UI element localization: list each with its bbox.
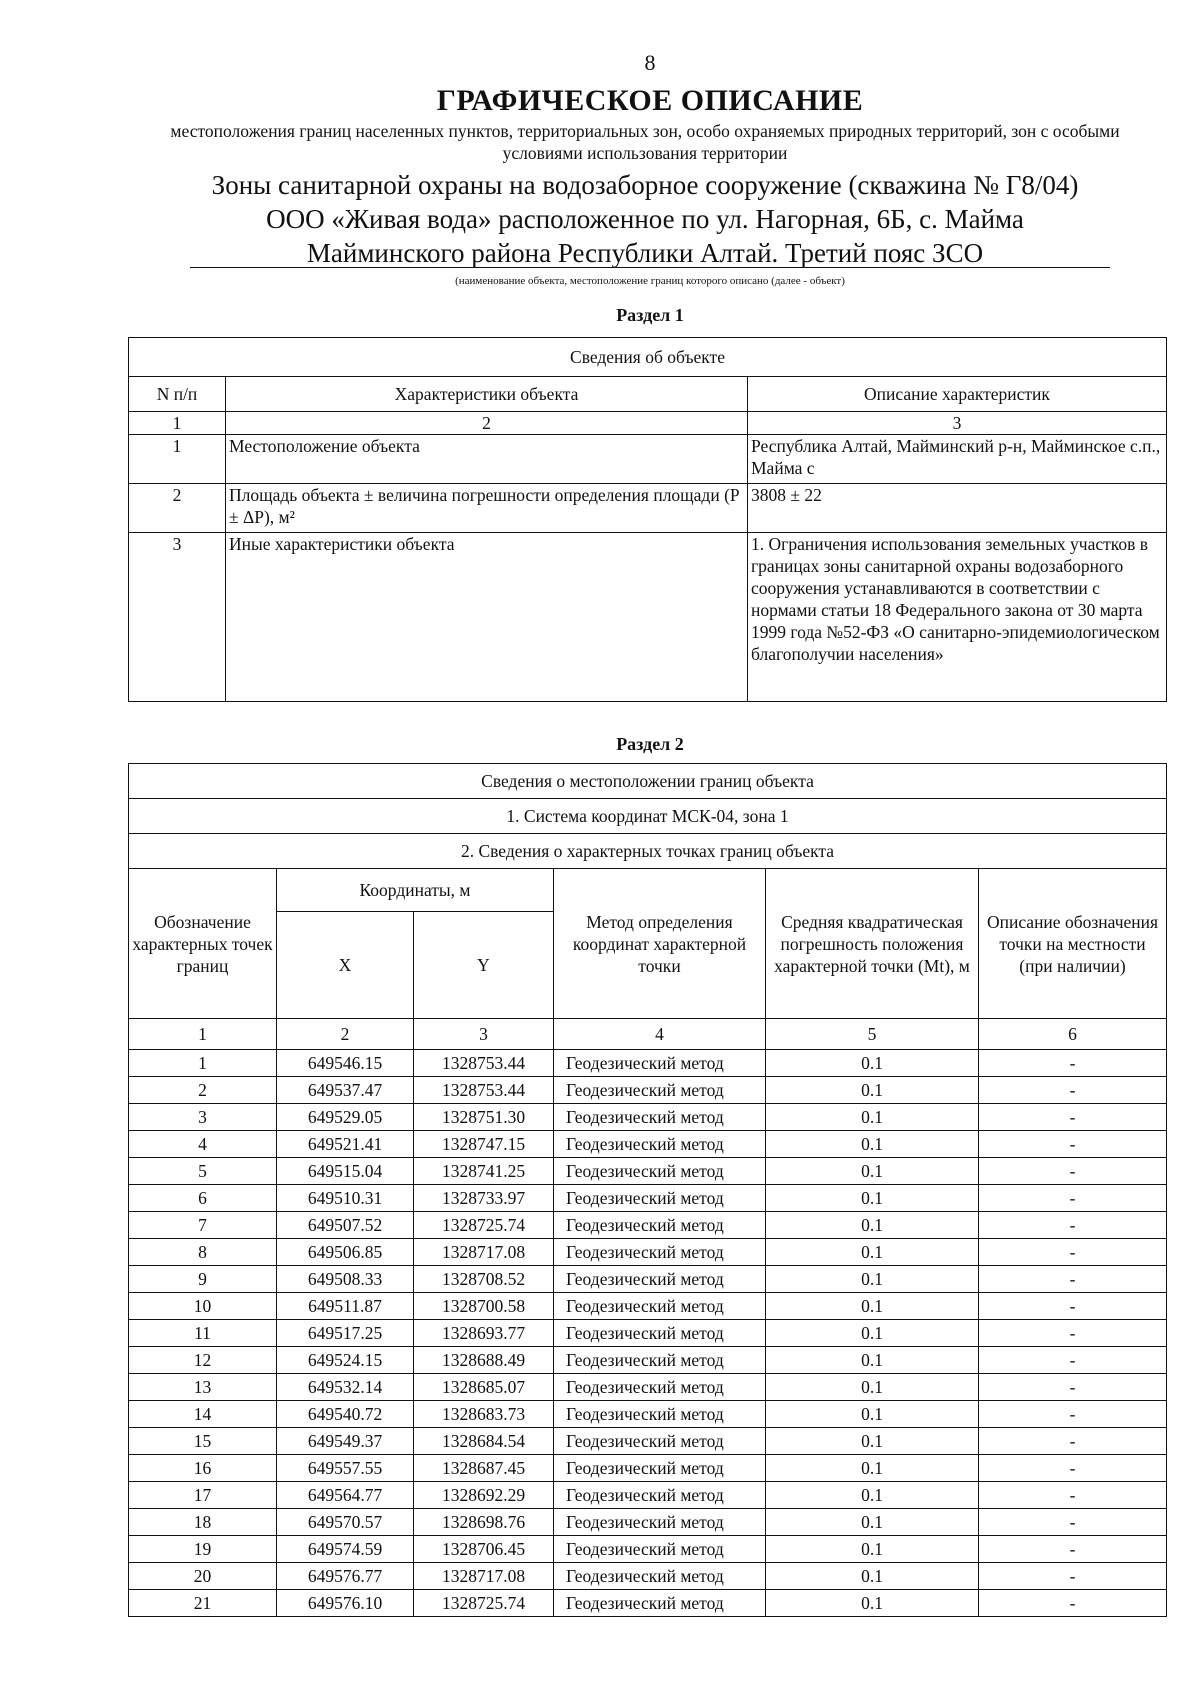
table-row xyxy=(129,1536,1167,1563)
header-characteristic: Характеристики объекта xyxy=(226,377,748,412)
point-number: 19 xyxy=(129,1536,277,1563)
coord-system-row xyxy=(129,799,1167,834)
row-description: Республика Алтай, Майминский р-н, Майминское с.п., Майма с xyxy=(748,435,1167,484)
point-x: 649524.15 xyxy=(277,1347,414,1374)
header-coordinates: Координаты, м xyxy=(277,869,554,912)
object-caption: (наименование объекта, местоположение границ которого описано (далее - объект) xyxy=(455,275,845,287)
row-characteristic: Площадь объекта ± величина погрешности определения площади (P ± ΔP), м² xyxy=(226,484,748,533)
table-row xyxy=(129,1320,1167,1347)
point-y: 1328708.52 xyxy=(414,1266,554,1293)
points-title-row xyxy=(129,834,1167,869)
header-y: Y xyxy=(414,912,554,1019)
point-error: 0.1 xyxy=(766,1401,979,1428)
table-row xyxy=(129,1104,1167,1131)
table-row xyxy=(129,1428,1167,1455)
point-y: 1328692.29 xyxy=(414,1482,554,1509)
coord-system: 1. Система координат МСК-04, зона 1 xyxy=(129,799,1167,834)
row-number: 3 xyxy=(129,533,226,702)
point-error: 0.1 xyxy=(766,1239,979,1266)
point-description: - xyxy=(979,1563,1167,1590)
point-method: Геодезический метод xyxy=(554,1590,766,1617)
point-error: 0.1 xyxy=(766,1185,979,1212)
point-error: 0.1 xyxy=(766,1320,979,1347)
point-x: 649557.55 xyxy=(277,1455,414,1482)
point-y: 1328693.77 xyxy=(414,1320,554,1347)
row-description: 3808 ± 22 xyxy=(748,484,1167,533)
point-y: 1328684.54 xyxy=(414,1428,554,1455)
point-x: 649508.33 xyxy=(277,1266,414,1293)
row-number: 2 xyxy=(129,484,226,533)
point-error: 0.1 xyxy=(766,1212,979,1239)
point-y: 1328700.58 xyxy=(414,1293,554,1320)
column-number: 3 xyxy=(748,412,1167,435)
point-y: 1328725.74 xyxy=(414,1590,554,1617)
point-number: 4 xyxy=(129,1131,277,1158)
table-row xyxy=(129,1509,1167,1536)
point-error: 0.1 xyxy=(766,1563,979,1590)
column-number: 1 xyxy=(129,1019,277,1050)
table-row xyxy=(129,1401,1167,1428)
point-method: Геодезический метод xyxy=(554,1563,766,1590)
point-number: 6 xyxy=(129,1185,277,1212)
point-description: - xyxy=(979,1104,1167,1131)
point-number: 20 xyxy=(129,1563,277,1590)
table-row xyxy=(129,1455,1167,1482)
object-info-table xyxy=(128,337,1167,702)
header-x: X xyxy=(277,912,414,1019)
point-number: 13 xyxy=(129,1374,277,1401)
point-number: 15 xyxy=(129,1428,277,1455)
section-2-label: Раздел 2 xyxy=(616,734,684,754)
table-row xyxy=(129,1482,1167,1509)
point-error: 0.1 xyxy=(766,1428,979,1455)
point-description: - xyxy=(979,1374,1167,1401)
point-method: Геодезический метод xyxy=(554,1266,766,1293)
point-description: - xyxy=(979,1428,1167,1455)
points-body xyxy=(129,1050,1167,1617)
point-y: 1328753.44 xyxy=(414,1050,554,1077)
point-x: 649506.85 xyxy=(277,1239,414,1266)
point-y: 1328753.44 xyxy=(414,1077,554,1104)
object-name-line-2: ООО «Живая вода» расположенное по ул. Нагорная, 6Б, с. Майма xyxy=(266,204,1024,234)
point-x: 649564.77 xyxy=(277,1482,414,1509)
point-y: 1328733.97 xyxy=(414,1185,554,1212)
point-error: 0.1 xyxy=(766,1077,979,1104)
column-number: 4 xyxy=(554,1019,766,1050)
column-number-row xyxy=(129,412,1167,435)
point-method: Геодезический метод xyxy=(554,1428,766,1455)
point-number: 11 xyxy=(129,1320,277,1347)
point-description: - xyxy=(979,1482,1167,1509)
point-x: 649517.25 xyxy=(277,1320,414,1347)
table-row xyxy=(129,1077,1167,1104)
point-number: 5 xyxy=(129,1158,277,1185)
point-method: Геодезический метод xyxy=(554,1185,766,1212)
point-y: 1328687.45 xyxy=(414,1455,554,1482)
table-row xyxy=(129,1158,1167,1185)
point-error: 0.1 xyxy=(766,1482,979,1509)
point-x: 649521.41 xyxy=(277,1131,414,1158)
point-description: - xyxy=(979,1131,1167,1158)
point-y: 1328698.76 xyxy=(414,1509,554,1536)
column-number: 2 xyxy=(226,412,748,435)
point-x: 649540.72 xyxy=(277,1401,414,1428)
object-name-underline xyxy=(190,267,1110,268)
column-number: 2 xyxy=(277,1019,414,1050)
point-number: 17 xyxy=(129,1482,277,1509)
point-method: Геодезический метод xyxy=(554,1158,766,1185)
object-name-line-3: Майминского района Республики Алтай. Третий пояс ЗСО xyxy=(306,238,984,268)
point-method: Геодезический метод xyxy=(554,1482,766,1509)
column-number: 1 xyxy=(129,412,226,435)
column-number: 5 xyxy=(766,1019,979,1050)
point-error: 0.1 xyxy=(766,1131,979,1158)
point-method: Геодезический метод xyxy=(554,1401,766,1428)
point-y: 1328706.45 xyxy=(414,1536,554,1563)
header-row xyxy=(129,377,1167,412)
point-method: Геодезический метод xyxy=(554,1212,766,1239)
row-number: 1 xyxy=(129,435,226,484)
point-method: Геодезический метод xyxy=(554,1293,766,1320)
point-number: 1 xyxy=(129,1050,277,1077)
point-x: 649576.10 xyxy=(277,1590,414,1617)
point-method: Геодезический метод xyxy=(554,1347,766,1374)
header-description: Описание характеристик xyxy=(748,377,1167,412)
document-subtitle: местоположения границ населенных пунктов, территориальных зон, особо охраняемых природных территорий, зон с особыми условиями использования территории xyxy=(170,121,1120,163)
point-description: - xyxy=(979,1158,1167,1185)
point-number: 14 xyxy=(129,1401,277,1428)
document-title: ГРАФИЧЕСКОЕ ОПИСАНИЕ xyxy=(436,84,864,117)
point-method: Геодезический метод xyxy=(554,1374,766,1401)
point-description: - xyxy=(979,1239,1167,1266)
point-y: 1328717.08 xyxy=(414,1563,554,1590)
point-y: 1328685.07 xyxy=(414,1374,554,1401)
table-title-row xyxy=(129,764,1167,799)
table-row xyxy=(129,484,1167,533)
point-number: 18 xyxy=(129,1509,277,1536)
point-error: 0.1 xyxy=(766,1374,979,1401)
point-number: 7 xyxy=(129,1212,277,1239)
point-method: Геодезический метод xyxy=(554,1104,766,1131)
object-name xyxy=(150,168,1140,270)
table-row xyxy=(129,1347,1167,1374)
point-method: Геодезический метод xyxy=(554,1050,766,1077)
header-method: Метод определения координат характерной точки xyxy=(554,869,766,1019)
points-title: 2. Сведения о характерных точках границ объекта xyxy=(129,834,1167,869)
point-y: 1328717.08 xyxy=(414,1239,554,1266)
point-x: 649546.15 xyxy=(277,1050,414,1077)
point-x: 649576.77 xyxy=(277,1563,414,1590)
point-error: 0.1 xyxy=(766,1536,979,1563)
point-description: - xyxy=(979,1293,1167,1320)
point-description: - xyxy=(979,1050,1167,1077)
table-row xyxy=(129,435,1167,484)
page-number: 8 xyxy=(644,50,656,75)
point-y: 1328741.25 xyxy=(414,1158,554,1185)
header-designation: Обозначение характерных точек границ xyxy=(129,869,277,1019)
point-number: 10 xyxy=(129,1293,277,1320)
header-error: Средняя квадратическая погрешность положения характерной точки (Mt), м xyxy=(766,869,979,1019)
point-method: Геодезический метод xyxy=(554,1455,766,1482)
point-error: 0.1 xyxy=(766,1104,979,1131)
row-characteristic: Иные характеристики объекта xyxy=(226,533,748,702)
header-n: N п/п xyxy=(129,377,226,412)
point-y: 1328725.74 xyxy=(414,1212,554,1239)
point-method: Геодезический метод xyxy=(554,1077,766,1104)
point-number: 16 xyxy=(129,1455,277,1482)
table-row xyxy=(129,533,1167,702)
point-number: 8 xyxy=(129,1239,277,1266)
point-method: Геодезический метод xyxy=(554,1536,766,1563)
point-number: 21 xyxy=(129,1590,277,1617)
point-description: - xyxy=(979,1320,1167,1347)
point-y: 1328683.73 xyxy=(414,1401,554,1428)
point-y: 1328751.30 xyxy=(414,1104,554,1131)
section-1-label: Раздел 1 xyxy=(616,305,684,325)
coordinates-table xyxy=(128,763,1167,1617)
table-row xyxy=(129,1185,1167,1212)
column-number: 6 xyxy=(979,1019,1167,1050)
table-row xyxy=(129,1239,1167,1266)
point-description: - xyxy=(979,1266,1167,1293)
point-x: 649507.52 xyxy=(277,1212,414,1239)
point-description: - xyxy=(979,1212,1167,1239)
point-x: 649510.31 xyxy=(277,1185,414,1212)
point-description: - xyxy=(979,1401,1167,1428)
table-row xyxy=(129,1212,1167,1239)
table-title: Сведения об объекте xyxy=(129,338,1167,377)
table-row xyxy=(129,1293,1167,1320)
header-description: Описание обозначения точки на местности (при наличии) xyxy=(979,869,1167,1019)
point-description: - xyxy=(979,1536,1167,1563)
table-row xyxy=(129,1563,1167,1590)
table-row xyxy=(129,1050,1167,1077)
point-error: 0.1 xyxy=(766,1158,979,1185)
point-number: 3 xyxy=(129,1104,277,1131)
point-error: 0.1 xyxy=(766,1509,979,1536)
table-title-row xyxy=(129,338,1167,377)
point-x: 649515.04 xyxy=(277,1158,414,1185)
table-row xyxy=(129,1131,1167,1158)
object-name-line-1: Зоны санитарной охраны на водозаборное сооружение (скважина № Г8/04) xyxy=(211,170,1079,200)
point-description: - xyxy=(979,1590,1167,1617)
point-description: - xyxy=(979,1455,1167,1482)
column-number: 3 xyxy=(414,1019,554,1050)
point-method: Геодезический метод xyxy=(554,1239,766,1266)
column-number-row xyxy=(129,1019,1167,1050)
point-error: 0.1 xyxy=(766,1293,979,1320)
point-number: 2 xyxy=(129,1077,277,1104)
point-number: 9 xyxy=(129,1266,277,1293)
point-x: 649511.87 xyxy=(277,1293,414,1320)
point-description: - xyxy=(979,1509,1167,1536)
point-description: - xyxy=(979,1347,1167,1374)
table-row xyxy=(129,1590,1167,1617)
header-row xyxy=(129,869,1167,912)
point-method: Геодезический метод xyxy=(554,1509,766,1536)
row-description: 1. Ограничения использования земельных участков в границах зоны санитарной охраны водозаборного сооружения устанавливаются в соответствии с нормами статьи 18 Федерального закона от 30 марта 1999 года №52-ФЗ «О санитарно-эпидемиологическом благополучии населения» xyxy=(748,533,1167,702)
row-characteristic: Местоположение объекта xyxy=(226,435,748,484)
table-title: Сведения о местоположении границ объекта xyxy=(129,764,1167,799)
table-row xyxy=(129,1266,1167,1293)
point-y: 1328688.49 xyxy=(414,1347,554,1374)
point-x: 649537.47 xyxy=(277,1077,414,1104)
point-method: Геодезический метод xyxy=(554,1320,766,1347)
point-description: - xyxy=(979,1185,1167,1212)
point-x: 649574.59 xyxy=(277,1536,414,1563)
point-x: 649532.14 xyxy=(277,1374,414,1401)
point-x: 649570.57 xyxy=(277,1509,414,1536)
point-error: 0.1 xyxy=(766,1050,979,1077)
point-error: 0.1 xyxy=(766,1347,979,1374)
point-error: 0.1 xyxy=(766,1590,979,1617)
point-x: 649529.05 xyxy=(277,1104,414,1131)
table-row xyxy=(129,1374,1167,1401)
point-x: 649549.37 xyxy=(277,1428,414,1455)
point-error: 0.1 xyxy=(766,1266,979,1293)
point-y: 1328747.15 xyxy=(414,1131,554,1158)
point-error: 0.1 xyxy=(766,1455,979,1482)
point-method: Геодезический метод xyxy=(554,1131,766,1158)
point-number: 12 xyxy=(129,1347,277,1374)
point-description: - xyxy=(979,1077,1167,1104)
